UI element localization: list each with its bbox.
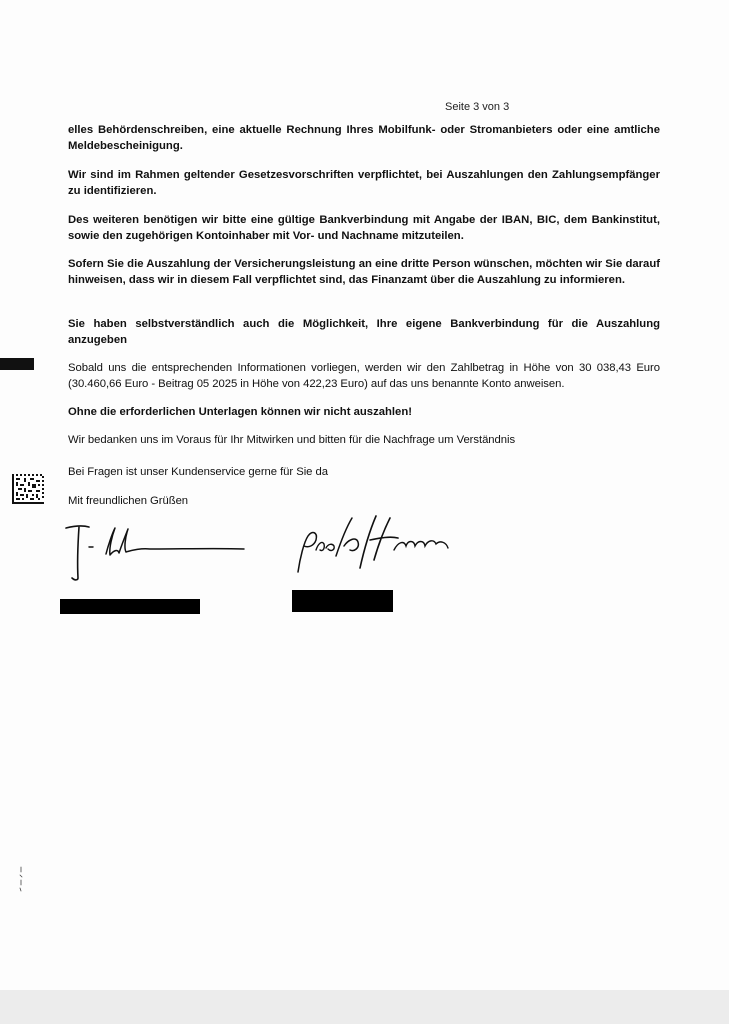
- paragraph-own-bank-account: Sie haben selbstverständlich auch die Möglichkeit, Ihre eigene Bankverbindung für die Auszahlung anzugeben: [68, 318, 660, 346]
- margin-tick-icon: [18, 866, 24, 892]
- paragraph-thanks: Wir bedanken uns im Voraus für Ihr Mitwirken und bitten für die Nachfrage um Verständnis: [68, 434, 516, 446]
- paragraph-document-requirements: elles Behördenschreiben, eine aktuelle Rechnung Ihres Mobilfunk- oder Stromanbieters oder eine amtliche Meldebescheinigung.: [68, 124, 660, 152]
- redacted-name-left: [60, 599, 200, 614]
- datamatrix-code-icon: [12, 474, 44, 504]
- paragraph-identification-duty: Wir sind im Rahmen geltender Gesetzesvorschriften verpflichtet, bei Auszahlungen den Zahlungsempfänger zu identifizieren.: [68, 169, 660, 197]
- closing-greeting: Mit freundlichen Grüßen: [68, 495, 189, 507]
- paragraph-customer-service: Bei Fragen ist unser Kundenservice gerne für Sie da: [68, 466, 328, 478]
- margin-redaction-mark: [0, 358, 34, 370]
- paragraph-no-payout-warning: Ohne die erforderlichen Unterlagen können wir nicht auszahlen!: [68, 406, 412, 418]
- paragraph-payout-amount: Sobald uns die entsprechenden Informationen vorliegen, werden wir den Zahlbetrag in Höhe von 30 038,43 Euro (30.460,66 Euro - Beitrag 05 2025 in Höhe von 422,23 Euro) auf das uns benannte Konto anweisen.: [68, 362, 660, 390]
- paragraph-third-party-payout: Sofern Sie die Auszahlung der Versicherungsleistung an eine dritte Person wünschen, möchten wir Sie darauf hinweisen, dass wir in diesem Fall verpflichtet sind, das Finanzamt über die Auszahlung zu informieren.: [68, 258, 660, 286]
- signature-left-icon: [62, 520, 252, 582]
- signature-right-icon: [290, 510, 460, 582]
- paragraph-bank-details-request: Des weiteren benötigen wir bitte eine gültige Bankverbindung mit Angabe der IBAN, BIC, dem Bankinstitut, sowie den zugehörigen Kontoinhaber mit Vor- und Nachname mitzuteilen.: [68, 214, 660, 242]
- page-number: Seite 3 von 3: [445, 101, 510, 113]
- redacted-name-right: [292, 590, 393, 612]
- page-bottom-edge: [0, 990, 729, 1024]
